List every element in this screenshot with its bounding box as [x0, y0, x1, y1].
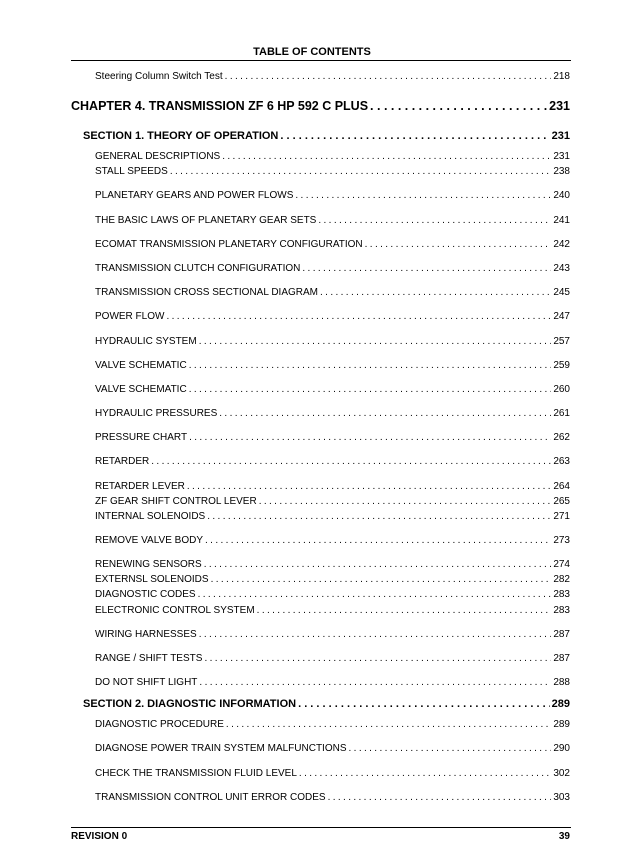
- toc-entry-label: TRANSMISSION CROSS SECTIONAL DIAGRAM: [95, 287, 318, 298]
- toc-entry[interactable]: [95, 559, 570, 572]
- toc-entry-page: 271: [553, 511, 570, 522]
- toc-entry-label: Steering Column Switch Test: [95, 71, 223, 82]
- toc-entry-page: 274: [553, 559, 570, 570]
- toc-leader-dots: [257, 605, 552, 616]
- toc-entry-label: ELECTRONIC CONTROL SYSTEM: [95, 605, 255, 616]
- toc-entry[interactable]: [95, 215, 570, 228]
- toc-entry-page: 245: [553, 287, 570, 298]
- toc-leader-dots: [199, 336, 552, 347]
- toc-entry-page: 264: [553, 481, 570, 492]
- toc-entry-label: STALL SPEEDS: [95, 166, 168, 177]
- toc-leader-dots: [349, 743, 552, 754]
- toc-entry-page: 289: [553, 719, 570, 730]
- toc-entry-label: RETARDER: [95, 456, 150, 467]
- toc-leader-dots: [320, 287, 551, 298]
- toc-entry-page: 259: [553, 360, 570, 371]
- toc-entry[interactable]: [95, 677, 570, 690]
- toc-leader-dots: [189, 432, 551, 443]
- toc-entry[interactable]: [95, 384, 570, 397]
- toc-entry-page: 287: [553, 653, 570, 664]
- toc-entry-label: SECTION 1. THEORY OF OPERATION: [83, 130, 279, 142]
- toc-leader-dots: [299, 768, 551, 779]
- toc-entry-label: DO NOT SHIFT LIGHT: [95, 677, 198, 688]
- footer-page-number: 39: [558, 831, 570, 842]
- toc-entry[interactable]: [95, 151, 570, 164]
- toc-entry-page: 287: [553, 629, 570, 640]
- toc-entry[interactable]: [95, 239, 570, 252]
- toc-entry[interactable]: [95, 190, 570, 203]
- toc-entry-page: 231: [549, 99, 570, 113]
- toc-entry-label: VALVE SCHEMATIC: [95, 360, 187, 371]
- toc-entry-page: 257: [553, 336, 570, 347]
- toc-entry[interactable]: [95, 535, 570, 548]
- toc-entry[interactable]: [95, 605, 570, 618]
- toc-entry-page: 260: [553, 384, 570, 395]
- toc-leader-dots: [302, 263, 551, 274]
- toc-leader-dots: [198, 589, 552, 600]
- toc-entry-page: 261: [553, 408, 570, 419]
- toc-leader-dots: [211, 574, 552, 585]
- toc-entry-page: 241: [553, 215, 570, 226]
- toc-entry[interactable]: [95, 360, 570, 373]
- toc-entry-page: 273: [553, 535, 570, 546]
- toc-entry-page: 288: [553, 677, 570, 688]
- header-rule: [71, 60, 571, 61]
- toc-entry-label: WIRING HARNESSES: [95, 629, 197, 640]
- toc-entry[interactable]: [95, 629, 570, 642]
- toc-entry-label: THE BASIC LAWS OF PLANETARY GEAR SETS: [95, 215, 317, 226]
- toc-leader-dots: [370, 99, 547, 113]
- toc-entry[interactable]: [95, 574, 570, 587]
- toc-leader-dots: [204, 653, 551, 664]
- toc-entry-page: 303: [553, 792, 570, 803]
- toc-entry-label: REMOVE VALVE BODY: [95, 535, 203, 546]
- toc-entry-label: PRESSURE CHART: [95, 432, 188, 443]
- toc-entry[interactable]: [95, 653, 570, 666]
- toc-entry[interactable]: [95, 511, 570, 524]
- toc-entry-label: CHECK THE TRANSMISSION FLUID LEVEL: [95, 768, 297, 779]
- toc-entry-label: POWER FLOW: [95, 311, 165, 322]
- toc-entry-label: VALVE SCHEMATIC: [95, 384, 187, 395]
- toc-leader-dots: [225, 71, 552, 82]
- footer-rule: [71, 827, 571, 828]
- toc-leader-dots: [328, 792, 552, 803]
- toc-entry[interactable]: [95, 589, 570, 602]
- toc-leader-dots: [295, 190, 551, 201]
- toc-leader-dots: [280, 130, 549, 142]
- toc-entry-label: RANGE / SHIFT TESTS: [95, 653, 203, 664]
- toc-entry-label: GENERAL DESCRIPTIONS: [95, 151, 221, 162]
- toc-entry[interactable]: [95, 311, 570, 324]
- toc-leader-dots: [207, 511, 551, 522]
- toc-leader-dots: [189, 384, 552, 395]
- toc-leader-dots: [219, 408, 551, 419]
- toc-entry-page: 302: [553, 768, 570, 779]
- toc-entry[interactable]: [95, 71, 570, 84]
- toc-leader-dots: [318, 215, 551, 226]
- toc-section-entry[interactable]: [83, 698, 570, 712]
- toc-entry-page: 242: [553, 239, 570, 250]
- toc-leader-dots: [205, 535, 551, 546]
- toc-entry-label: DIAGNOSE POWER TRAIN SYSTEM MALFUNCTIONS: [95, 743, 347, 754]
- toc-leader-dots: [365, 239, 552, 250]
- toc-entry-page: 247: [553, 311, 570, 322]
- toc-leader-dots: [199, 677, 551, 688]
- toc-entry-page: 283: [553, 605, 570, 616]
- toc-entry[interactable]: [95, 408, 570, 421]
- toc-entry[interactable]: [95, 768, 570, 781]
- toc-leader-dots: [222, 151, 551, 162]
- toc-entry-label: TRANSMISSION CLUTCH CONFIGURATION: [95, 263, 301, 274]
- toc-leader-dots: [170, 166, 552, 177]
- toc-entry[interactable]: [95, 456, 570, 469]
- toc-entry-label: CHAPTER 4. TRANSMISSION ZF 6 HP 592 C PLUS: [71, 99, 369, 113]
- toc-entry-label: DIAGNOSTIC CODES: [95, 589, 196, 600]
- toc-entry[interactable]: [95, 719, 570, 732]
- toc-entry-label: EXTERNSL SOLENOIDS: [95, 574, 209, 585]
- toc-leader-dots: [204, 559, 552, 570]
- toc-entry-label: INTERNAL SOLENOIDS: [95, 511, 206, 522]
- toc-entry-page: 290: [553, 743, 570, 754]
- toc-leader-dots: [298, 698, 550, 710]
- toc-entry-label: RETARDER LEVER: [95, 481, 185, 492]
- toc-chapter-entry[interactable]: [71, 99, 570, 115]
- toc-entry-page: 218: [553, 71, 570, 82]
- toc-entry-page: 283: [553, 589, 570, 600]
- footer-revision: REVISION 0: [71, 831, 128, 842]
- toc-leader-dots: [151, 456, 551, 467]
- toc-entry-label: SECTION 2. DIAGNOSTIC INFORMATION: [83, 698, 297, 710]
- page-header-title: TABLE OF CONTENTS: [253, 46, 371, 58]
- toc-leader-dots: [166, 311, 551, 322]
- toc-entry-label: RENEWING SENSORS: [95, 559, 202, 570]
- toc-entry[interactable]: [95, 287, 570, 300]
- toc-section-entry[interactable]: [83, 130, 570, 144]
- toc-entry[interactable]: [95, 792, 570, 805]
- toc-entry-page: 231: [551, 130, 570, 142]
- toc-entry-label: HYDRAULIC PRESSURES: [95, 408, 218, 419]
- toc-entry-page: 265: [553, 496, 570, 507]
- toc-entry-page: 231: [553, 151, 570, 162]
- toc-entry-label: ECOMAT TRANSMISSION PLANETARY CONFIGURATION: [95, 239, 363, 250]
- toc-entry-page: 263: [553, 456, 570, 467]
- toc-leader-dots: [189, 360, 552, 371]
- toc-entry[interactable]: [95, 166, 570, 179]
- toc-entry[interactable]: [95, 432, 570, 445]
- toc-entry-label: TRANSMISSION CONTROL UNIT ERROR CODES: [95, 792, 326, 803]
- toc-entry[interactable]: [95, 496, 570, 509]
- toc-entry-page: 238: [553, 166, 570, 177]
- toc-entry-label: DIAGNOSTIC PROCEDURE: [95, 719, 224, 730]
- toc-entry-label: ZF GEAR SHIFT CONTROL LEVER: [95, 496, 257, 507]
- toc-entry-label: PLANETARY GEARS AND POWER FLOWS: [95, 190, 294, 201]
- toc-entry[interactable]: [95, 481, 570, 494]
- toc-leader-dots: [259, 496, 552, 507]
- toc-entry[interactable]: [95, 336, 570, 349]
- toc-entry-page: 243: [553, 263, 570, 274]
- toc-entry[interactable]: [95, 263, 570, 276]
- toc-leader-dots: [226, 719, 551, 730]
- toc-entry-page: 289: [551, 698, 570, 710]
- toc-entry-page: 282: [553, 574, 570, 585]
- toc-entry-page: 240: [553, 190, 570, 201]
- toc-entry[interactable]: [95, 743, 570, 756]
- toc-leader-dots: [187, 481, 551, 492]
- toc-entry-label: HYDRAULIC SYSTEM: [95, 336, 197, 347]
- toc-entry-page: 262: [553, 432, 570, 443]
- toc-leader-dots: [199, 629, 552, 640]
